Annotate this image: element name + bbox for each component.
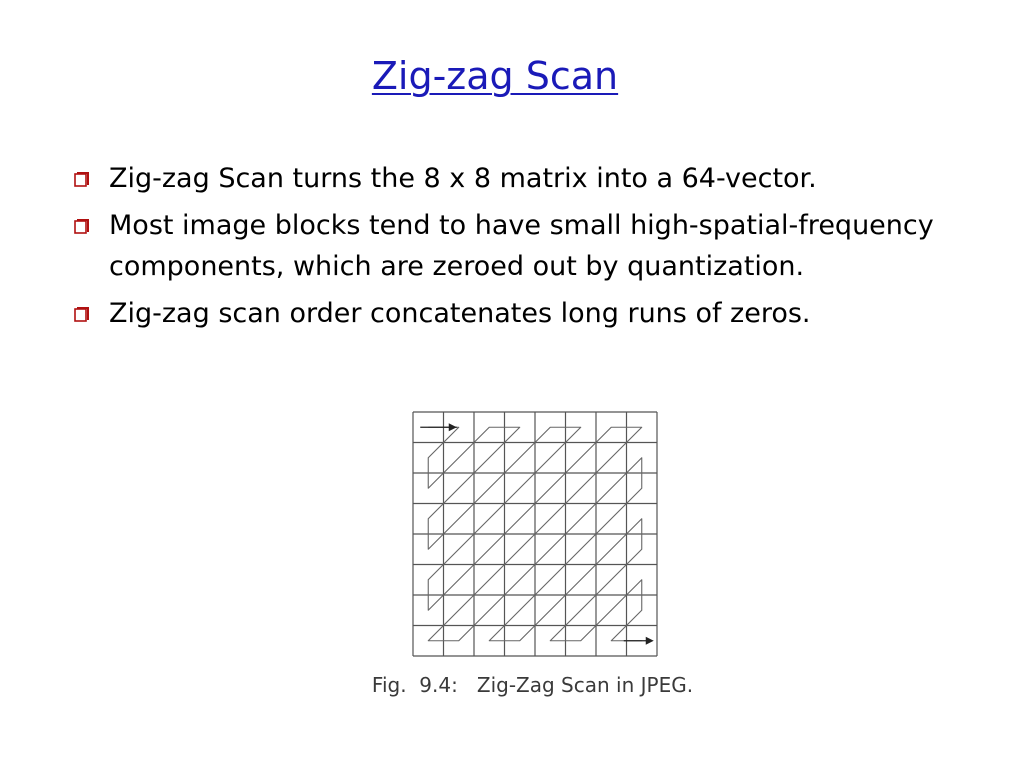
bullet-text: Zig-zag Scan turns the 8 x 8 matrix into a 64-vector. [109,163,817,194]
bullet-text: Most image blocks tend to have small high-spatial-frequency components, which are zeroed out by quantization. [109,210,934,282]
bullet-list [70,158,970,340]
zigzag-scan-figure [405,404,663,662]
bullet-text: Zig-zag scan order concatenates long runs of zeros. [109,298,811,329]
checkbox-square-icon [73,305,89,323]
figure-caption: Fig. 9.4: Zig-Zag Scan in JPEG. [371,673,694,697]
bullet-item [70,293,970,334]
bullet-item [70,205,970,287]
checkbox-square-icon [73,170,89,188]
arrow-right-icon [646,637,654,645]
checkbox-square-icon [73,217,89,235]
bullet-item [70,158,970,199]
slide-title: Zig-zag Scan [371,54,619,98]
